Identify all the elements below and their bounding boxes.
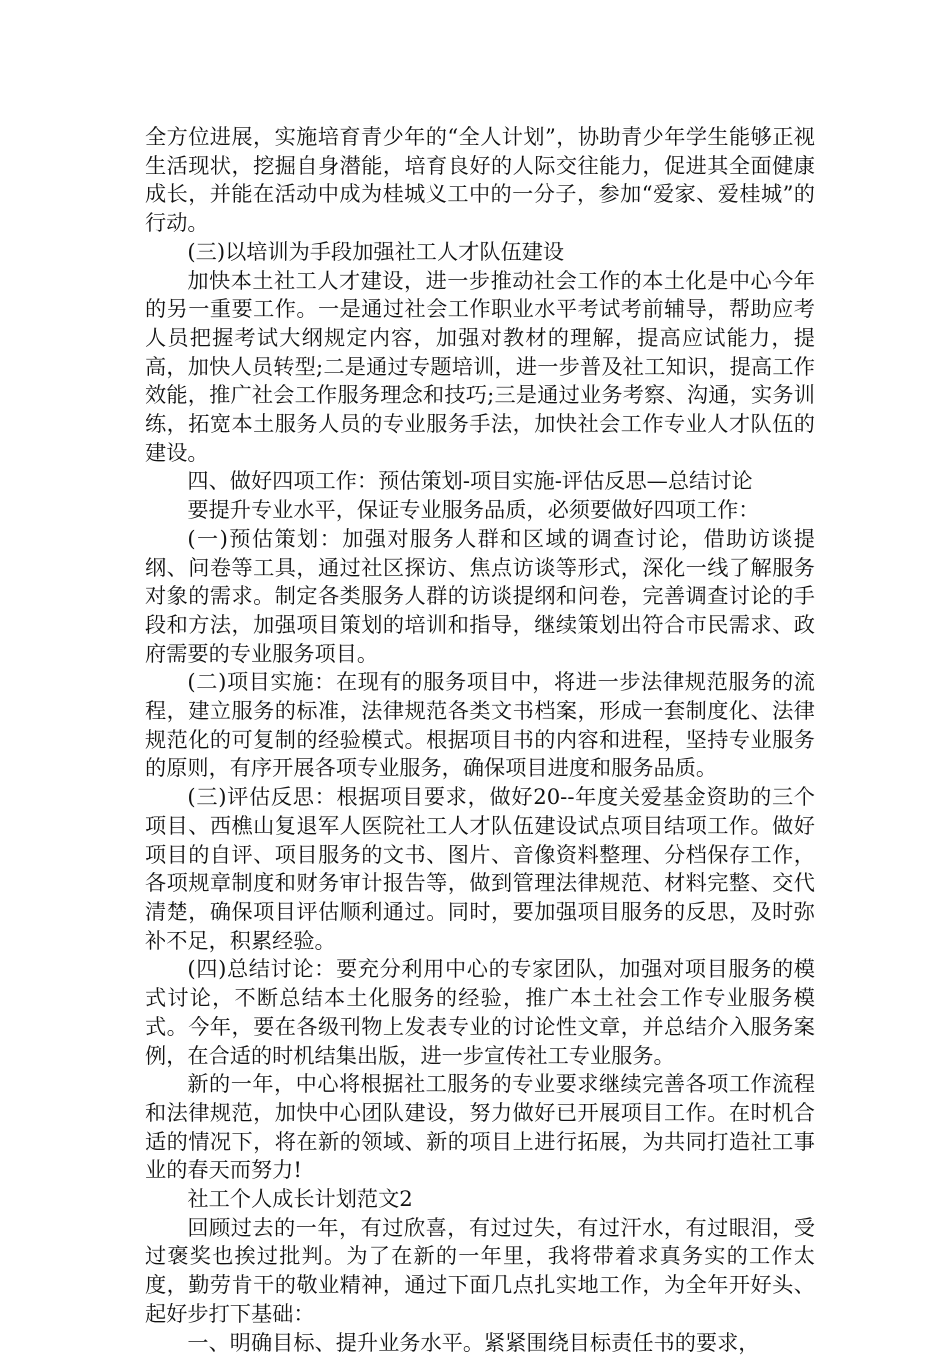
paragraph-evaluation-reflection: (三)评估反思：根据项目要求，做好20--年度关爱基金资助的三个项目、西樵山复退军人医院社工人才队伍建设试点项目结项工作。做好项目的自评、项目服务的文书、图片、音像资料整理、分档保存工作，各项规章制度和财务审计报告等，做到管理法律规范、材料完整、交代清楚，确保项目评估顺利通过。同时，要加强项目服务的反思，及时弥补不足，积累经验。 <box>145 784 815 953</box>
paragraph-summary-discussion: (四)总结讨论：要充分利用中心的专家团队，加强对项目服务的模式讨论，不断总结本土化服务的经验，推广本土社会工作专业服务模式。今年，要在各级刊物上发表专业的讨论性文章，并总结介入服务案例，在合适的时机结集出版，进一步宣传社工专业服务。 <box>145 956 815 1068</box>
paragraph-assessment-planning: (一)预估策划：加强对服务人群和区域的调查讨论，借助访谈提纲、问卷等工具，通过社区探访、焦点访谈等形式，深化一线了解服务对象的需求。制定各类服务人群的访谈提纲和问卷，完善调查讨论的手段和方法，加强项目策划的培训和指导，继续策划出符合市民需求、政府需要的专业服务项目。 <box>145 525 815 666</box>
paragraph-training: 加快本土社工人才建设，进一步推动社会工作的本土化是中心今年的另一重要工作。一是通过社会工作职业水平考试考前辅导，帮助应考人员把握考试大纲规定内容，加强对教材的理解，提高应试能力，提高，加快人员转型;二是通过专题培训，进一步普及社工知识，提高工作效能，推广社会工作服务理念和技巧;三是通过业务考察、沟通，实务训练，拓宽本土服务人员的专业服务手法，加快社会工作专业人才队伍的建设。 <box>145 267 815 465</box>
paragraph-project-implementation: (二)项目实施：在现有的服务项目中，将进一步法律规范服务的流程，建立服务的标准，法律规范各类文书档案，形成一套制度化、法律规范化的可复制的经验模式。根据项目书的内容和进程，坚持专业服务的原则，有序开展各项专业服务，确保项目进度和服务品质。 <box>145 669 815 781</box>
section-heading-training: (三)以培训为手段加强社工人才队伍建设 <box>187 238 565 264</box>
paragraph-intro-continued: 全方位进展，实施培育青少年的“全人计划”，协助青少年学生能够正视生活现状，挖掘自身潜能，培育良好的人际交往能力，促进其全面健康成长，并能在活动中成为桂城义工中的一分子，参加“爱家、爱桂城”的行动。 <box>145 124 815 236</box>
paragraph-four-tasks-intro: 要提升专业水平，保证专业服务品质，必须要做好四项工作： <box>187 497 760 523</box>
paragraph-new-year: 新的一年，中心将根据社工服务的专业要求继续完善各项工作流程和法律规范，加快中心团队建设，努力做好已开展项目工作。在时机合适的情况下，将在新的领域、新的项目上进行拓展，为共同打造社工事业的春天而努力! <box>145 1071 815 1183</box>
section-heading-sample-2: 社工个人成长计划范文2 <box>187 1186 413 1212</box>
paragraph-clear-goals: 一、明确目标、提升业务水平。紧紧围绕目标责任书的要求， <box>187 1329 760 1355</box>
paragraph-review: 回顾过去的一年，有过欣喜，有过过失，有过汗水，有过眼泪，受过褒奖也挨过批判。为了在新的一年里，我将带着求真务实的工作太度，勤劳肯干的敬业精神，通过下面几点扎实地工作，为全年开好头、起好步打下基础： <box>145 1214 815 1326</box>
document-page <box>145 123 815 1357</box>
section-heading-four-tasks: 四、做好四项工作：预估策划-项目实施-评估反思—总结讨论 <box>187 468 753 494</box>
